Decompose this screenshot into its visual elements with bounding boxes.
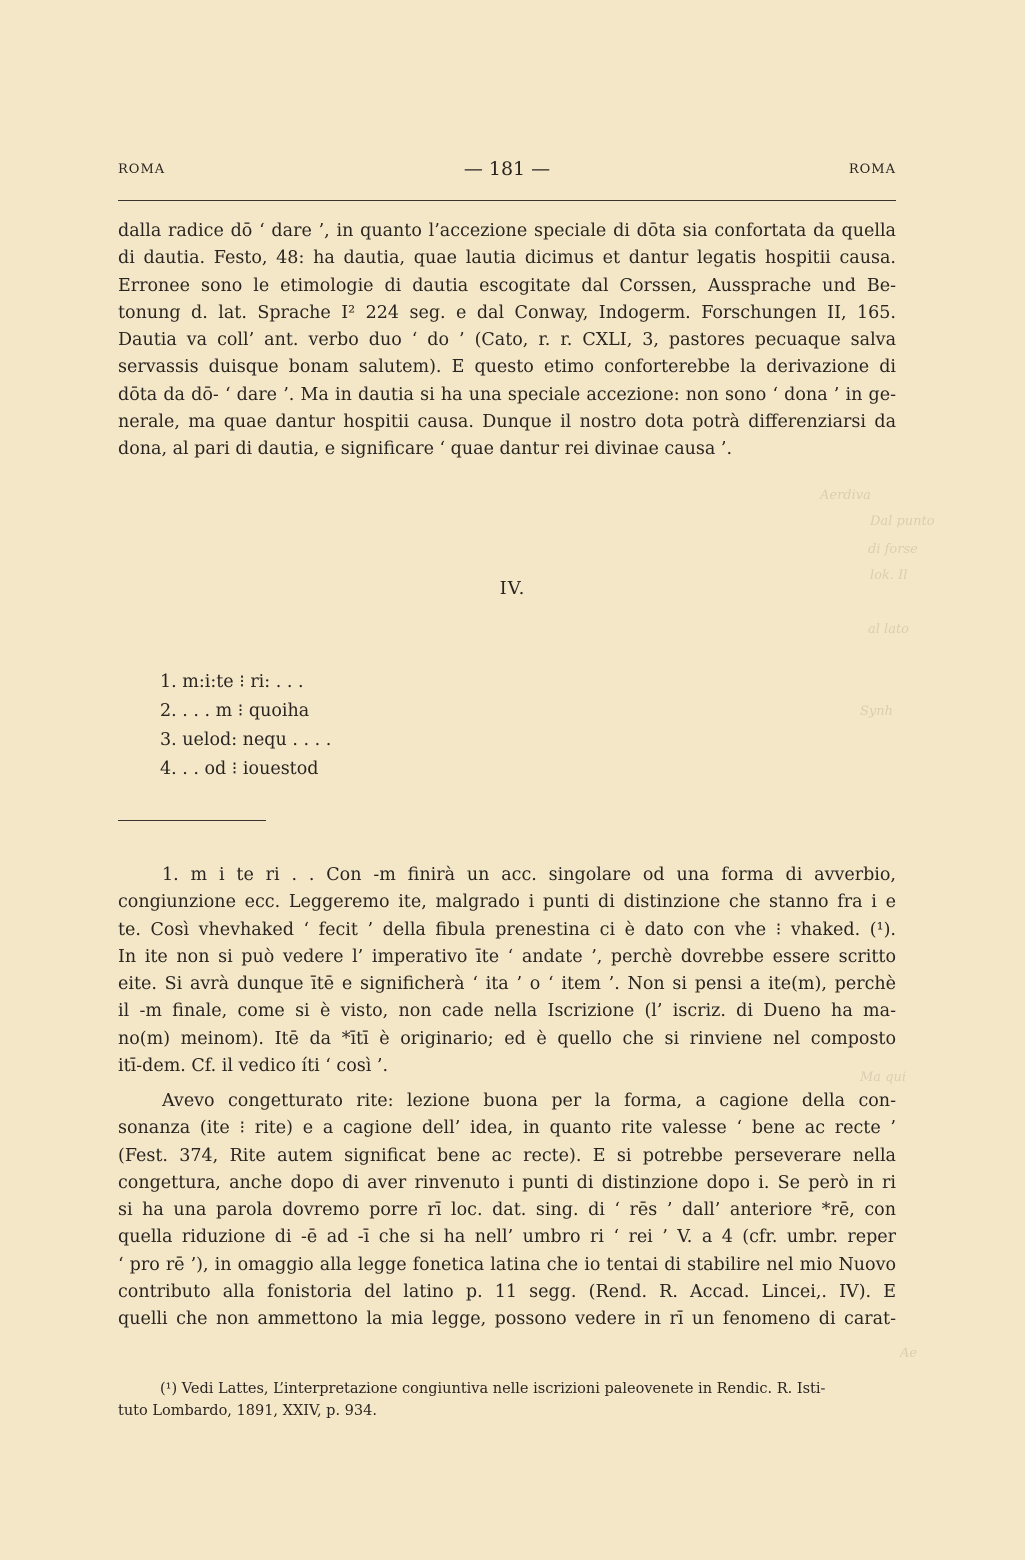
header-rule	[118, 200, 896, 201]
text-line: si ha una parola dovremo porre rī loc. dat. sing. di ‘ rēs ’ dall’ anteriore *rē, con	[118, 1200, 896, 1221]
text-line: te. Così vhevhaked ‘ fecit ’ della fibula prenestina ci è dato con vhe ⁝ vhaked. (¹).	[118, 919, 896, 940]
paragraph-commentary-2	[118, 1088, 896, 1334]
text-line: quella riduzione di -ē ad -ī che si ha nell’ umbro ri ‘ rei ’ V. a 4 (cfr. umbr. reper	[118, 1227, 896, 1248]
text-line: Dautia va coll’ ant. verbo duo ‘ do ’ (Cato, r. r. CXLI, 3, pastores pecuaque salva	[118, 330, 896, 351]
inscription-transcription	[160, 668, 331, 784]
text-line: di dautia. Festo, 48: ha dautia, quae lautia dicimus et dantur legatis hospitii causa.	[118, 248, 896, 269]
section-divider	[118, 820, 266, 821]
text-line: il -m finale, come si è visto, non cade nella Iscrizione (l’ iscriz. di Dueno ha ma-	[118, 1001, 896, 1022]
header-right: ROMA	[848, 162, 896, 177]
text-line: contributo alla fonistoria del latino p. 11 segg. (Rend. R. Accad. Lincei,. IV). E	[118, 1282, 896, 1303]
inscription-line: 2. . . . m ⁝ quoiha	[160, 701, 310, 721]
section-title: IV.	[499, 578, 526, 599]
text-line: servassis duisque bonam salutem). E questo etimo conforterebbe la derivazione di	[118, 357, 896, 378]
page: Aerdiva Dal punto di forse lok. Il al lato Synh Ma qui Ae ROMA — 181 — ROMA dalla radice dō ‘ dare ’, in quanto l’accezione speciale di dōta sia confortata da quella di dautia. Festo, 48: ha dautia, quae lautia dicimus et dantur legatis hospitii causa. Erronee sono le etimologie di dautia escogitate dal Corssen, Aussprache und Be- tonung d. lat. Sprache I² 224 seg. e dal Conway, Indogerm. Forschungen II, 165. Dautia va coll’ ant. verbo duo ‘ do ’ (Cato, r. r. CXLI, 3, pastores pecuaque salva servassis duisque bonam salutem). E questo etimo conforterebbe la derivazione di dōta da dō- ‘ dare ’. Ma in dautia si ha una speciale accezione: non sono ‘ dona ’ in ge- nerale, ma quae dantur hospitii causa. Dunque il nostro dota potrà differenziarsi da dona, al pari di dautia, e significare ‘ quae dantur rei divinae causa ’. IV. 1. m:i:te ⁝ ri: . . . 2. . . . m ⁝ quoiha 3. uelod: nequ . . . . 4. . . od ⁝ iouestod 1. m i te ri . . Con -m finirà un acc. singolare od una forma di avverbio, congiunzione ecc. Leggeremo ite, malgrado i punti di distinzione che stanno fra i e te. Così vhevhaked ‘ fecit ’ della fibula prenestina ci è dato con vhe ⁝ vhaked. (¹). In ite non si può vedere l’ imperativo īte ‘ andate ’, perchè dovrebbe essere scritto eite. Si avrà dunque ītē e significherà ‘ ita ’ o ‘ item ’. Non si pensi a ite(m), perchè il -m finale, come si è visto, non cade nella Iscrizione (l’ iscriz. di Dueno ha ma- no(m) meinom). Itē da *ītī è originario; ed è quello che si rinviene nel composto itī-dem. Cf. il vedico íti ‘ così ’. Avevo congetturato rite: lezione buona per la forma, a cagione della con- sonanza (ite ⁝ rite) e a cagione dell’ idea, in quanto rite valesse ‘ bene ac recte ’ (Fest. 374, Rite autem significat bene ac recte). E si potrebbe perseverare nella congettura, anche dopo di aver rinvenuto i punti di distinzione dopo i. Se però in ri si ha una parola dovremo porre rī loc. dat. sing. di ‘ rēs ’ dall’ anteriore *rē, con quella riduzione di -ē ad -ī che si ha nell’ umbro ri ‘ rei ’ V. a 4 (cfr. umbr. reper ‘ pro rē ’), in omaggio alla legge fonetica latina che io tentai di stabilire nel mio Nuovo contributo alla fonistoria del latino p. 11 segg. (Rend. R. Accad. Lincei,. IV). E quelli che non ammettono la mia legge, possono vedere in rī un fenomeno di carat- (¹) Vedi Lattes, L’interpretazione congiuntiva nelle iscrizioni paleovenete in Rendic. R. Isti- tuto Lombardo, 1891, XXIV, p. 934.	[0, 0, 1025, 1560]
running-header	[118, 158, 896, 184]
text-line: nerale, ma quae dantur hospitii causa. Dunque il nostro dota potrà differenziarsi da	[118, 412, 896, 433]
text-line: dona, al pari di dautia, e significare ‘ quae dantur rei divinae causa ’.	[118, 439, 733, 460]
text-line: ‘ pro rē ’), in omaggio alla legge fonetica latina che io tentai di stabilire nel mio Nuovo	[118, 1254, 896, 1275]
text-line: dalla radice dō ‘ dare ’, in quanto l’accezione speciale di dōta sia confortata da quella	[118, 221, 896, 241]
paragraph-commentary-1	[118, 862, 896, 1080]
text-line: dōta da dō- ‘ dare ’. Ma in dautia si ha una speciale accezione: non sono ‘ dona ’ in ge-	[118, 384, 896, 405]
text-line: no(m) meinom). Itē da *ītī è originario; ed è quello che si rinviene nel composto	[118, 1028, 896, 1049]
header-left: ROMA	[118, 162, 166, 177]
text-line: (Fest. 374, Rite autem significat bene ac recte). E si potrebbe perseverare nella	[118, 1145, 896, 1166]
paragraph-etymology	[118, 218, 896, 464]
text-line: sonanza (ite ⁝ rite) e a cagione dell’ idea, in quanto rite valesse ‘ bene ac recte ’	[118, 1118, 896, 1139]
text-line: In ite non si può vedere l’ imperativo īte ‘ andate ’, perchè dovrebbe essere scritto	[118, 946, 896, 967]
footnote-line: tuto Lombardo, 1891, XXIV, p. 934.	[118, 1403, 377, 1419]
text-line: Erronee sono le etimologie di dautia escogitate dal Corssen, Aussprache und Be-	[118, 275, 896, 296]
inscription-line: 4. . . od ⁝ iouestod	[160, 759, 319, 779]
text-line: 1. m i te ri . . Con -m finirà un acc. singolare od una forma di avverbio,	[162, 865, 896, 885]
inscription-line: 1. m:i:te ⁝ ri: . . .	[160, 672, 304, 692]
text-line: quelli che non ammettono la mia legge, possono vedere in rī un fenomeno di carat-	[118, 1309, 896, 1330]
text-line: tonung d. lat. Sprache I² 224 seg. e dal Conway, Indogerm. Forschungen II, 165.	[118, 302, 896, 323]
text-line: eite. Si avrà dunque ītē e significherà ‘ ita ’ o ‘ item ’. Non si pensi a ite(m), perchè	[118, 974, 896, 995]
text-line: congettura, anche dopo di aver rinvenuto i punti di distinzione dopo i. Se però in ri	[118, 1172, 896, 1193]
inscription-line: 3. uelod: nequ . . . .	[160, 730, 332, 750]
text-line: congiunzione ecc. Leggeremo ite, malgrado i punti di distinzione che stanno fra i e	[118, 892, 896, 913]
page-number: — 181 —	[463, 158, 551, 180]
text-line: itī-dem. Cf. il vedico íti ‘ così ’.	[118, 1056, 389, 1077]
footnote	[118, 1378, 896, 1422]
text-line: Avevo congetturato rite: lezione buona per la forma, a cagione della con-	[162, 1091, 896, 1111]
footnote-line: (¹) Vedi Lattes, L’interpretazione congiuntiva nelle iscrizioni paleovenete in Rendic. R. Isti-	[160, 1381, 826, 1397]
